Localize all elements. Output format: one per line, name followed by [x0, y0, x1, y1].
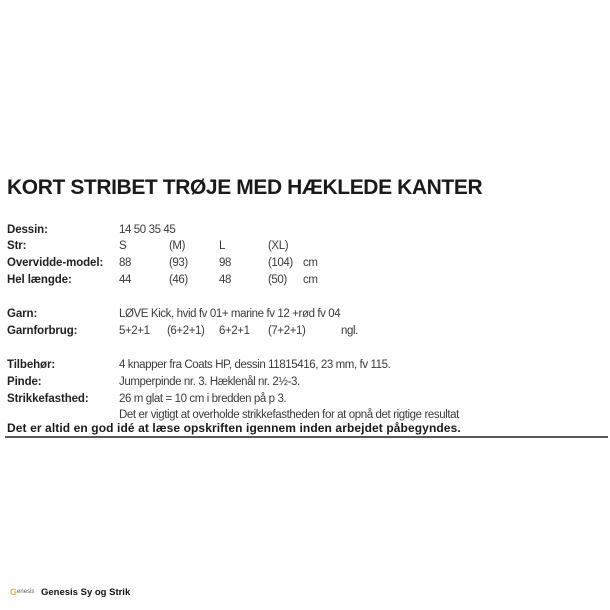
pattern-title: KORT STRIBET TRØJE MED HÆKLEDE KANTER — [7, 176, 483, 199]
spec-value: Jumperpinde nr. 3. Hæklenål nr. 2½-3. — [119, 376, 300, 388]
spec-label: Str: — [7, 240, 27, 252]
spec-label: Garn: — [7, 308, 38, 320]
spec-value: LØVE Kick, hvid fv 01+ marine fv 12 +rød fv 04 — [119, 308, 341, 320]
spec-value: (93) — [169, 257, 188, 269]
spec-row-gauge — [0, 391, 610, 407]
unit-label: cm — [303, 274, 318, 286]
spec-row-length — [0, 272, 610, 288]
spec-label: Dessin: — [7, 224, 48, 236]
size-l: L — [219, 240, 225, 252]
genesis-logo-icon: G enesis — [10, 587, 35, 597]
spec-label: Tilbehør: — [7, 359, 56, 371]
spec-label: Pinde: — [7, 376, 42, 388]
spec-row-dessin — [0, 222, 610, 238]
size-m: (M) — [169, 240, 186, 252]
spec-value: 98 — [219, 257, 231, 269]
size-s: S — [119, 240, 127, 252]
footer-brand — [10, 585, 130, 599]
spec-value: 44 — [119, 274, 131, 286]
spec-value: (6+2+1) — [167, 325, 205, 337]
spec-value: 88 — [119, 257, 131, 269]
divider — [5, 436, 608, 438]
spec-value: 48 — [219, 274, 231, 286]
spec-value: 4 knapper fra Coats HP, dessin 11815416, 23 mm, fv 115. — [119, 359, 391, 371]
spec-row-yarn-usage — [0, 323, 610, 339]
spec-value: (7+2+1) — [268, 325, 306, 337]
spec-value: (50) — [268, 274, 287, 286]
spec-label: Strikkefasthed: — [7, 393, 89, 405]
unit-label: ngl. — [341, 325, 358, 337]
read-through-note: Det er altid en god idé at læse opskriften igennem inden arbejdet påbegyndes. — [7, 421, 461, 435]
spec-row-accessories — [0, 357, 610, 373]
spec-value: 26 m glat = 10 cm i bredden på p 3. — [119, 393, 287, 405]
spec-row-chest-width — [0, 255, 610, 271]
unit-label: cm — [303, 257, 318, 269]
spec-row-yarn — [0, 306, 610, 322]
spec-value: (104) — [268, 257, 293, 269]
spec-value: Det er vigtigt at overholde strikkefastheden for at opnå det rigtige resultat — [119, 409, 459, 421]
size-xl: (XL) — [268, 240, 289, 252]
spec-value: 14 50 35 45 — [119, 224, 176, 236]
spec-value: (46) — [169, 274, 188, 286]
brand-name: Genesis Sy og Strik — [41, 586, 131, 598]
spec-label: Hel længde: — [7, 274, 72, 286]
spec-row-needles — [0, 374, 610, 390]
spec-value: 6+2+1 — [219, 325, 250, 337]
spec-row-size — [0, 238, 610, 254]
spec-label: Overvidde-model: — [7, 257, 104, 269]
spec-value: 5+2+1 — [119, 325, 150, 337]
spec-label: Garnforbrug: — [7, 325, 78, 337]
